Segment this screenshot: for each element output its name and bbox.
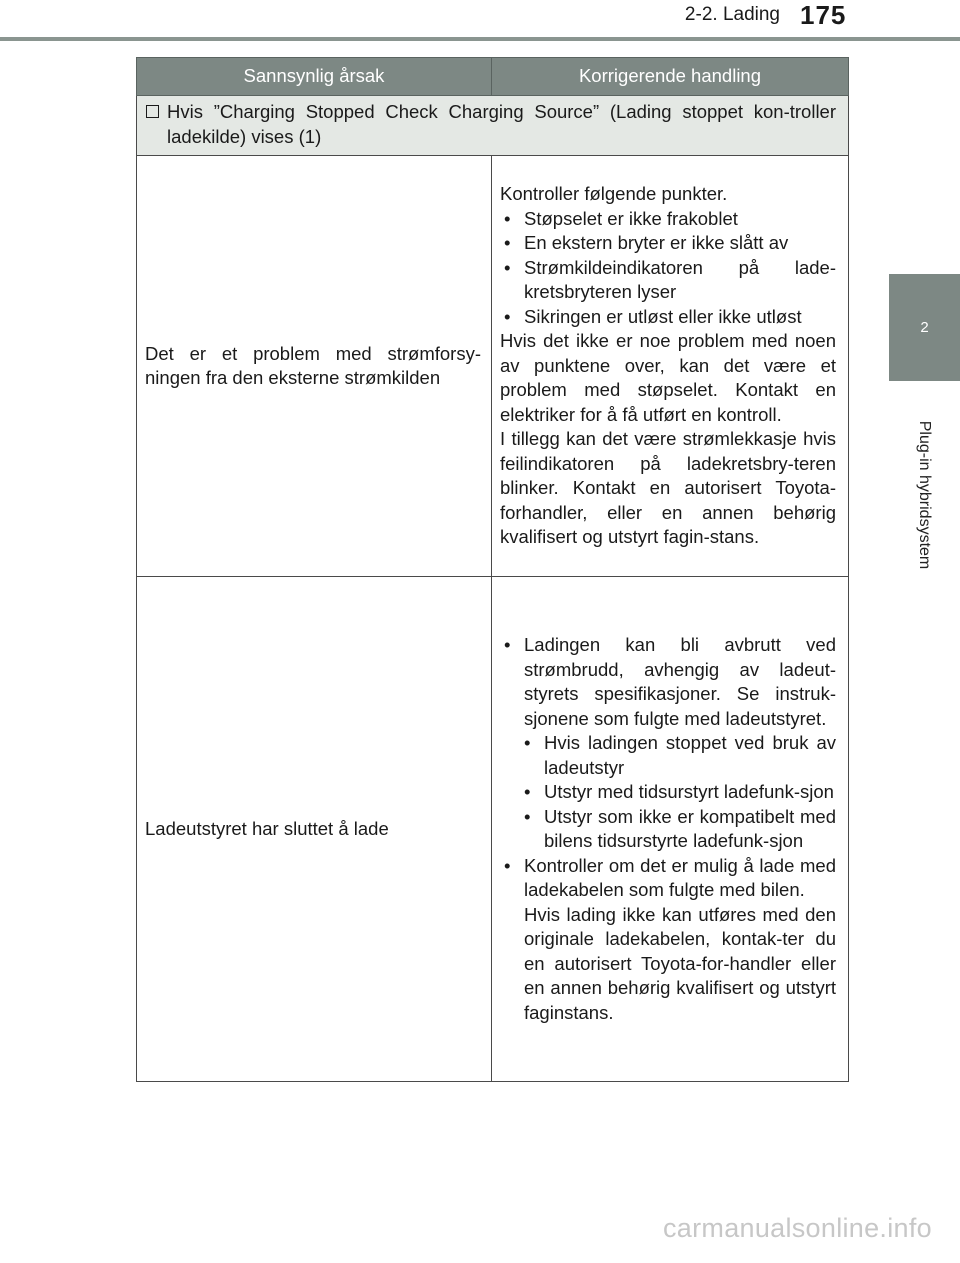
condition-row (137, 96, 849, 156)
condition-cell (137, 96, 849, 156)
list-item: • Kontroller om det er mulig å lade med ladekabelen som fulgte med bilen. (500, 854, 836, 903)
table-row (137, 577, 849, 1082)
cause-text: Det er et problem med strømforsy-ningen fra den eksterne strømkilden (145, 342, 481, 388)
list-item: • En ekstern bryter er ikke slått av (500, 231, 836, 256)
list-item-continuation: Hvis lading ikke kan utføres med den originale ladekabelen, kontak-ter du en autorisert Toyota-for-handler eller en annen behørig kvalifisert og utstyrt faginstans. (524, 903, 836, 1023)
section-title: 2-2. Lading (684, 4, 780, 25)
action-intro: Kontroller følgende punkter. (500, 183, 728, 205)
checkbox-icon (146, 105, 159, 118)
chapter-tab[interactable] (889, 274, 960, 381)
sub-list-item: • Utstyr med tidsurstyrt ladefunk-sjon (500, 780, 836, 805)
col-header-action: Korrigerende handling (492, 58, 849, 96)
condition-text: Hvis ”Charging Stopped Check Charging Source” (Lading stoppet kon-troller ladekilde) vises (1) (167, 101, 836, 147)
action-paragraph: Hvis det ikke er noe problem med noen av punktene over, kan det være et problem med støpselet. Kontakt en elektriker for å få utført en kontroll. (500, 330, 836, 425)
list-item: • Ladingen kan bli avbrutt ved strømbrudd, avhengig av ladeut-styrets spesifikasjoner. Se instruk-sjonene som fulgte med ladeutstyret. (500, 633, 836, 731)
cause-text: Ladeutstyret har sluttet å lade (145, 817, 389, 839)
troubleshooting-table (136, 57, 849, 1082)
action-paragraph: I tillegg kan det være strømlekkasje hvis feilindikatoren på ladekretsbry-teren blinker. Kontakt en autorisert Toyota-forhandler, eller en annen behørig kvalifisert og utstyrt fagin-stans. (500, 428, 836, 548)
list-item: • Støpselet er ikke frakoblet (500, 207, 836, 232)
header-divider (0, 37, 960, 41)
table-header-row (137, 58, 849, 96)
chapter-number: 2 (920, 319, 929, 336)
list-item: • Sikringen er utløst eller ikke utløst (500, 305, 836, 330)
col-header-cause: Sannsynlig årsak (137, 58, 492, 96)
watermark: carmanualsonline.info (663, 1213, 932, 1243)
table-row (137, 156, 849, 577)
list-item: • Strømkildeindikatoren på lade-kretsbryteren lyser (500, 256, 836, 305)
action-cell (492, 577, 849, 1082)
chapter-label: Plug-in hybridsystem (916, 420, 933, 570)
action-cell (492, 156, 849, 577)
sub-list-item: • Hvis ladingen stoppet ved bruk av ladeutstyr (500, 731, 836, 780)
cause-cell (137, 156, 492, 577)
sub-list-item: • Utstyr som ikke er kompatibelt med bilens tidsurstyrte ladefunk-sjon (500, 805, 836, 854)
page-number: 175 (800, 0, 847, 30)
cause-cell (137, 577, 492, 1082)
